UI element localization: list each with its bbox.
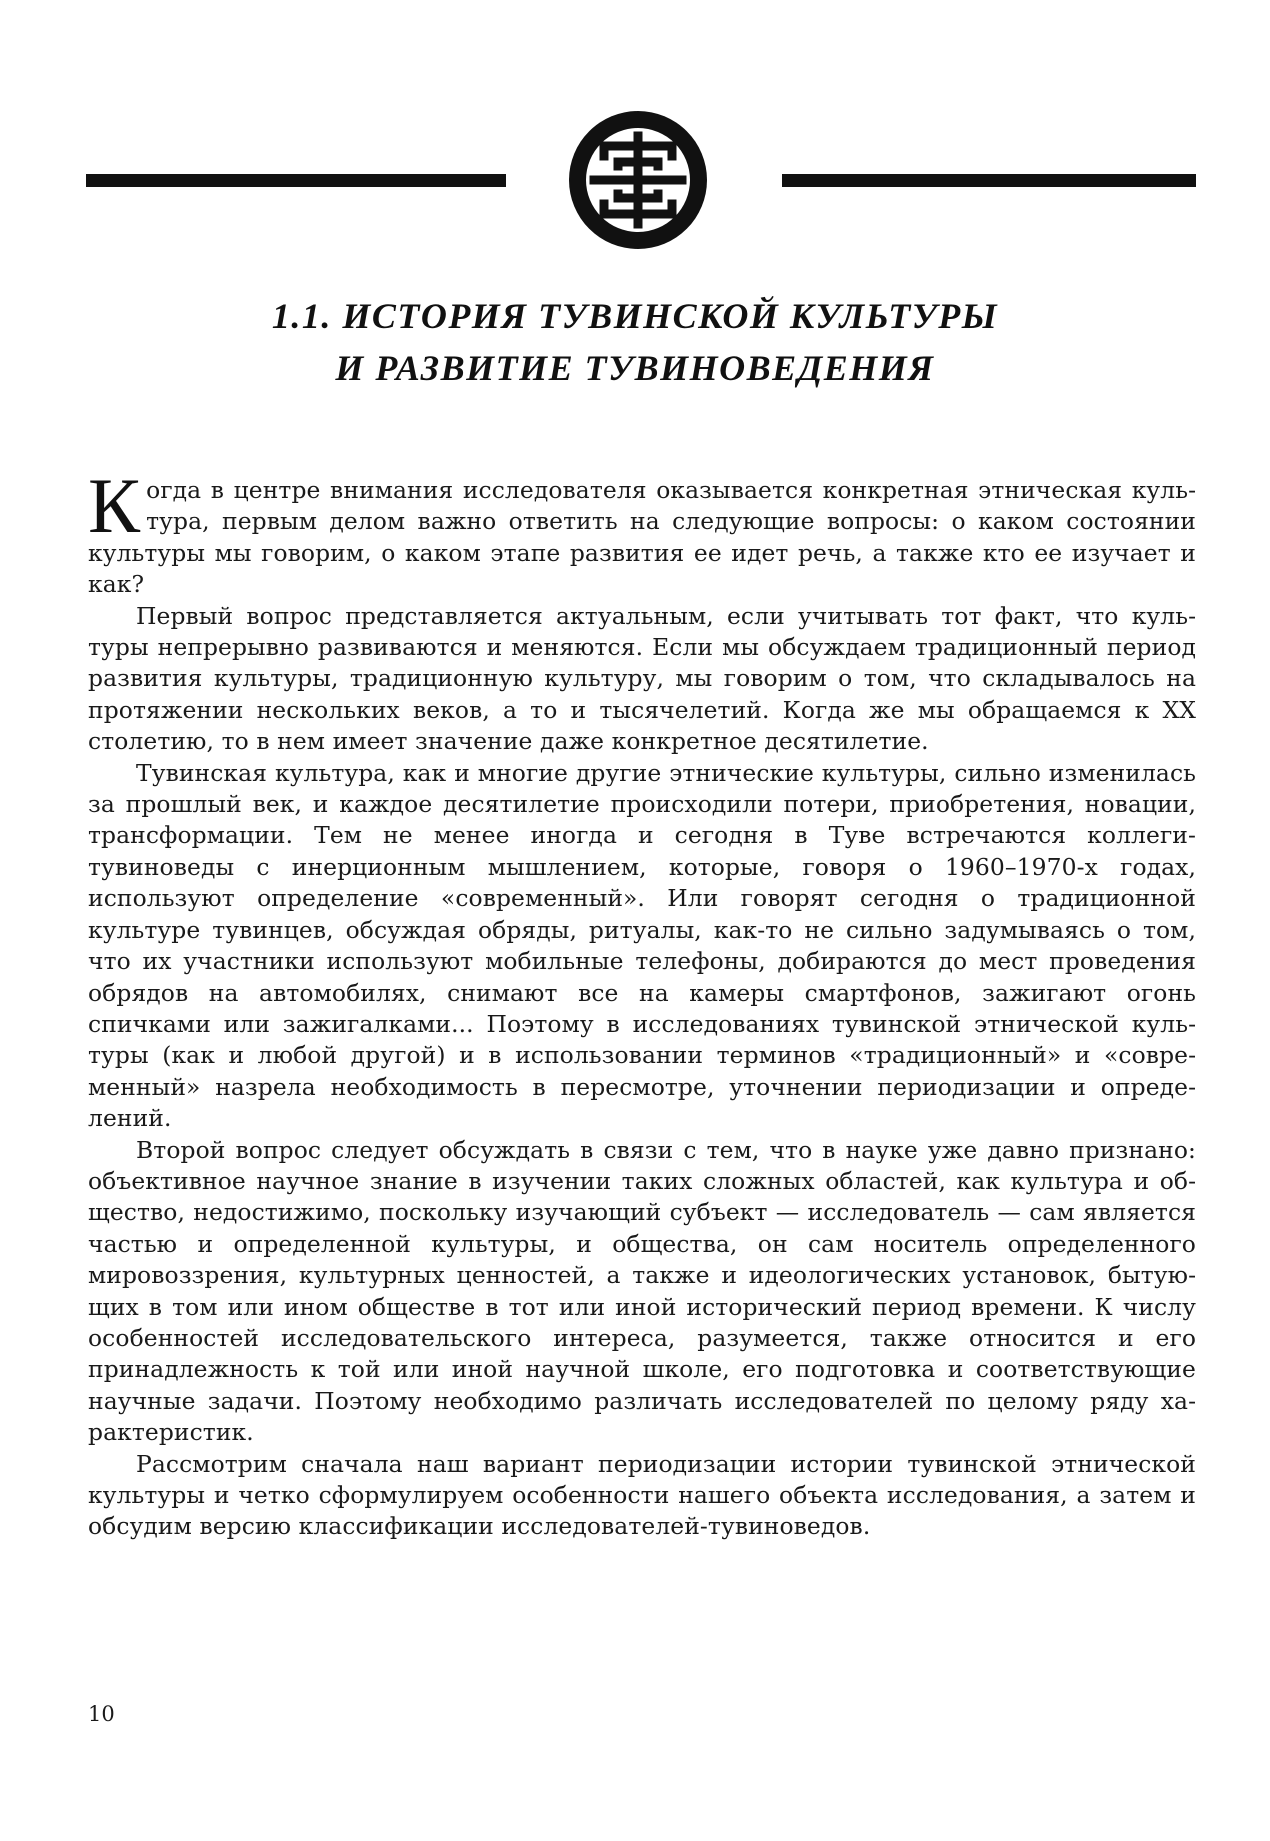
tuvan-ornament-icon [568,110,708,250]
paragraph-5: Рассмотрим сначала наш вариант периодизации истории тувинской этнической культуры и четко сформулируем особенности нашего объекта исследования, а затем и обсудим версию классификации исследователей-тувиноведов. [88,1449,1196,1541]
page-number: 10 [88,1702,115,1726]
drop-cap: К [88,462,141,549]
chapter-title [0,290,1270,394]
chapter-title-line-2: И РАЗВИТИЕ ТУВИНОВЕДЕНИЯ [335,348,935,388]
paragraph-4: Второй вопрос следует обсуждать в связи с тем, что в науке уже давно признано: объективное научное знание в изучении таких сложных областей, как культура и общество, недостижимо, поскольку изучающий субъект — исследователь — сам является частью и определенной культуры, и общества, он сам носитель определенного мировоззрения, культурных ценностей, а также и идеологических установок, бытующих в том или ином обществе в тот или иной исторический период времени. К числу особенностей исследовательского интереса, разумеется, также относится и его принадлежность к той или иной научной школе, его подготовка и соответствующие научные задачи. Поэтому необходимо различать исследователей по целому ряду характеристик. [88,1135,1196,1447]
chapter-title-line-1: 1.1. ИСТОРИЯ ТУВИНСКОЙ КУЛЬТУРЫ [271,296,999,336]
paragraph-3: Тувинская культура, как и многие другие этнические культуры, сильно изменилась за прошлый век, и каждое десятилетие происходили потери, приобретения, новации, трансформации. Тем не менее иногда и сегодня в Туве встречаются коллеги-тувиноведы с инерционным мышлением, которые, говоря о 1960–1970-х годах, используют определение «современный». Или говорят сегодня о традиционной культуре тувинцев, обсуждая обряды, ритуалы, как-то не сильно задумываясь о том, что их участники используют мобильные телефоны, добираются до мест проведения обрядов на автомобилях, снимают все на камеры смартфонов, зажигают огонь спичками или зажигалками... Поэтому в исследованиях тувинской этнической культуры (как и любой другой) и в использовании терминов «традиционный» и «современный» назрела необходимость в пересмотре, уточнении периодизации и определений. [88,758,1196,1133]
paragraph-1 [88,462,1196,601]
paragraph-2: Первый вопрос представляется актуальным, если учитывать тот факт, что культуры непрерывно развиваются и меняются. Если мы обсуждаем традиционный период развития культуры, традиционную культуру, мы говорим о том, что складывалось на протяжении нескольких веков, а то и тысячелетий. Когда же мы обращаемся к XX столетию, то в нем имеет значение даже конкретное десятилетие. [88,601,1196,756]
header-rule-right [782,174,1196,187]
body-text [88,462,1196,1543]
header-rule-left [86,174,506,187]
paragraph-1-text: огда в центре внимания исследователя оказывается конкретная этническая культура, первым делом важно ответить на следующие вопросы: о каком состоянии культуры мы говорим, о каком этапе развития ее идет речь, а также кто ее изучает и как? [88,476,1196,599]
